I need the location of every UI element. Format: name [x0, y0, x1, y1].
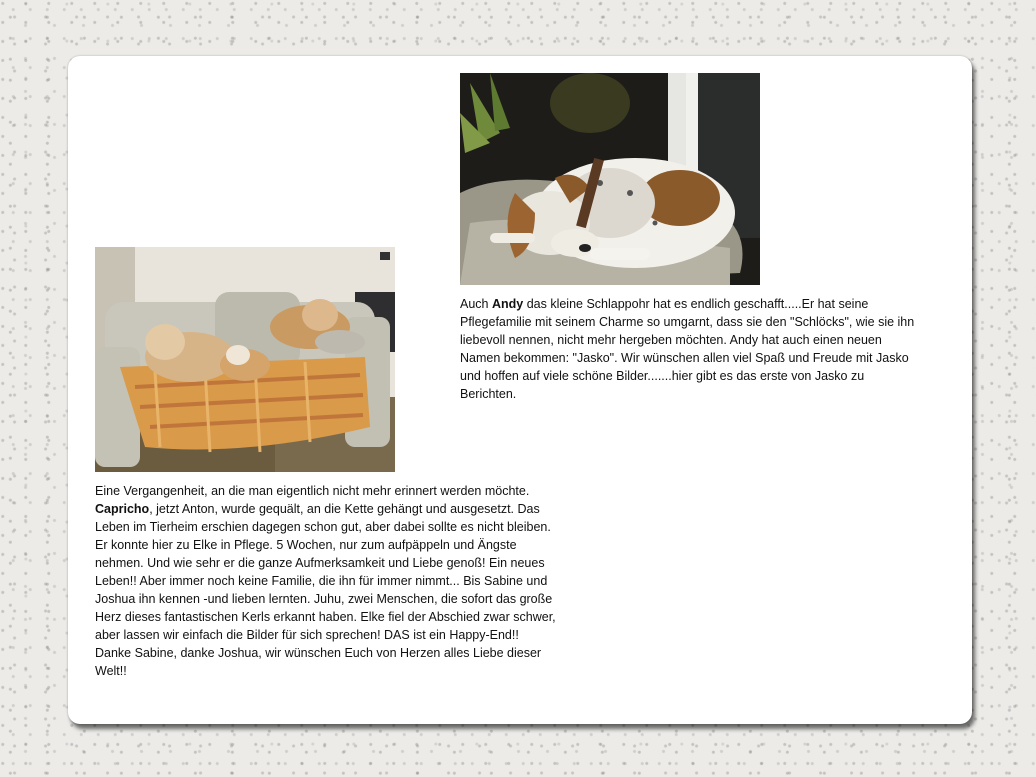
- capricho-dogs-photo: [95, 247, 395, 472]
- capricho-line-4: Er konnte hier zu Elke in Pflege. 5 Wochen, nur zum aufpäppeln und Ängste: [95, 538, 517, 552]
- capricho-line-9: aber lassen wir einfach die Bilder für sich sprechen! DAS ist ein Happy-End!!: [95, 628, 519, 642]
- capricho-line-11: Welt!!: [95, 664, 127, 678]
- capricho-line-1: Eine Vergangenheit, an die man eigentlich nicht mehr erinnert werden möchte.: [95, 484, 530, 498]
- capricho-line-5: nehmen. Und wie sehr er die ganze Aufmerksamkeit und Liebe genoß! Ein neues: [95, 556, 545, 570]
- capricho-line-3: Leben im Tierheim erschien dagegen schon gut, aber dabei sollte es nicht bleiben.: [95, 520, 551, 534]
- andy-name: Andy: [491, 297, 524, 311]
- andy-line-5: und hoffen auf viele schöne Bilder.......hier gibt es das erste von Jasko zu: [460, 369, 865, 383]
- andy-line-6: Berichten.: [460, 387, 517, 401]
- andy-story-text: [460, 295, 940, 403]
- capricho-line-6: Leben!! Aber immer noch keine Familie, die ihn für immer nimmt... Bis Sabine und: [95, 574, 548, 588]
- capricho-story-text: [95, 482, 585, 680]
- capricho-line-10: Danke Sabine, danke Joshua, wir wünschen Euch von Herzen alles Liebe dieser: [95, 646, 542, 660]
- andy-line-4: Namen bekommen: "Jasko". Wir wünschen allen viel Spaß und Freude mit Jasko: [460, 351, 909, 365]
- andy-line-2: Pflegefamilie mit seinem Charme so umgarnt, dass sie den "Schlöcks", wie sie ihn: [460, 315, 915, 329]
- capricho-line-2: Capricho, jetzt Anton, wurde gequält, an die Kette gehängt und ausgesetzt. Das: [95, 502, 540, 516]
- andy-dog-photo: [460, 73, 760, 285]
- capricho-line-7: Joshua ihn kennen -und lieben lernten. Juhu, zwei Menschen, die sofort das große: [95, 592, 553, 606]
- capricho-name: Capricho: [95, 502, 150, 516]
- andy-line-3: liebevoll nennen, nicht mehr hergeben möchten. Andy hat auch einen neuen: [460, 333, 882, 347]
- andy-line-1: Auch Andy das kleine Schlappohr hat es endlich geschafft.....Er hat seine: [460, 297, 869, 311]
- capricho-line-8: Herz dieses fantastischen Kerls erkannt haben. Elke fiel der Abschied zwar schwer,: [95, 610, 556, 624]
